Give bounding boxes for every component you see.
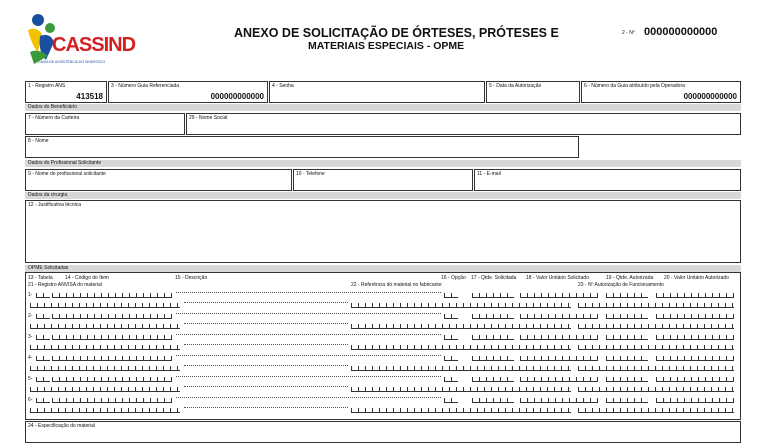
opme-opcao-input[interactable] bbox=[444, 375, 458, 382]
field-label: 3 - Número Guia Referenciada bbox=[111, 83, 180, 89]
opme-referencia-input[interactable] bbox=[351, 364, 571, 371]
logo-text: CASSIND bbox=[52, 34, 136, 56]
field-registro-ans[interactable] bbox=[25, 81, 107, 103]
opme-valor-solicitado-input[interactable] bbox=[520, 333, 598, 340]
opme-autorizacao-input[interactable] bbox=[578, 322, 734, 329]
opme-descricao-input[interactable] bbox=[176, 312, 441, 314]
opme-qtde-solicitada-input[interactable] bbox=[472, 291, 514, 298]
opme-header-registro-anvisa: 21 - Registro ANVISA do material bbox=[28, 282, 102, 288]
field-nome-profissional[interactable] bbox=[25, 169, 292, 191]
opme-descricao-input[interactable] bbox=[176, 333, 441, 335]
opme-registro-anvisa-fill[interactable] bbox=[184, 385, 348, 387]
guide-number-label: 2 - Nº bbox=[622, 30, 635, 36]
opme-row-number: 3- bbox=[28, 334, 33, 340]
opme-registro-anvisa-input[interactable] bbox=[30, 406, 180, 413]
opme-referencia-input[interactable] bbox=[351, 406, 571, 413]
field-value: 000000000000 bbox=[210, 92, 264, 101]
opme-codigo-input[interactable] bbox=[52, 375, 172, 382]
field-label: 8 - Nome bbox=[28, 138, 49, 144]
logo-subtext: CAIXA DE ASSISTÊNCIA DO SINDIFISCO bbox=[38, 60, 106, 64]
opme-valor-autorizado-input[interactable] bbox=[656, 375, 734, 382]
opme-valor-solicitado-input[interactable] bbox=[520, 354, 598, 361]
opme-valor-solicitado-input[interactable] bbox=[520, 396, 598, 403]
opme-referencia-input[interactable] bbox=[351, 322, 571, 329]
opme-header-qtde-solicitada: 17 - Qtde. Solicitada bbox=[471, 275, 517, 281]
field-label: 4 - Senha bbox=[272, 83, 294, 89]
opme-qtde-solicitada-input[interactable] bbox=[472, 333, 514, 340]
opme-header-autorizacao-funcionamento: 23 - Nº Autorização de Funcionamento bbox=[578, 282, 664, 288]
field-label: 10 - Telefone bbox=[296, 171, 325, 177]
opme-tabela-input[interactable] bbox=[36, 396, 50, 403]
field-label: 11 - E-mail bbox=[477, 171, 501, 177]
opme-registro-anvisa-fill[interactable] bbox=[184, 364, 348, 366]
field-senha[interactable] bbox=[269, 81, 485, 103]
opme-row-number: 5- bbox=[28, 376, 33, 382]
opme-tabela-input[interactable] bbox=[36, 375, 50, 382]
opme-qtde-autorizada-input[interactable] bbox=[606, 333, 648, 340]
field-data-autorizacao[interactable] bbox=[486, 81, 580, 103]
field-label: 1 - Registro ANS bbox=[28, 83, 66, 89]
opme-opcao-input[interactable] bbox=[444, 396, 458, 403]
opme-autorizacao-input[interactable] bbox=[578, 364, 734, 371]
opme-tabela-input[interactable] bbox=[36, 333, 50, 340]
opme-opcao-input[interactable] bbox=[444, 291, 458, 298]
opme-qtde-solicitada-input[interactable] bbox=[472, 396, 514, 403]
opme-valor-solicitado-input[interactable] bbox=[520, 312, 598, 319]
opme-tabela-input[interactable] bbox=[36, 312, 50, 319]
opme-qtde-solicitada-input[interactable] bbox=[472, 354, 514, 361]
field-label: 12 - Justificativa técnica bbox=[28, 202, 82, 208]
opme-referencia-input[interactable] bbox=[351, 385, 571, 392]
field-justificativa-tecnica[interactable] bbox=[25, 200, 741, 263]
opme-row-number: 4- bbox=[28, 355, 33, 361]
opme-registro-anvisa-input[interactable] bbox=[30, 343, 180, 350]
opme-codigo-input[interactable] bbox=[52, 396, 172, 403]
field-value: 413518 bbox=[76, 92, 103, 101]
opme-qtde-solicitada-input[interactable] bbox=[472, 375, 514, 382]
field-email[interactable] bbox=[474, 169, 741, 191]
opme-referencia-input[interactable] bbox=[351, 301, 571, 308]
section-opme: OPME Solicitadas bbox=[25, 265, 741, 272]
form-title-line2: MATERIAIS ESPECIAIS - OPME bbox=[308, 40, 465, 52]
opme-row-number: 6- bbox=[28, 397, 33, 403]
opme-header-descricao: 15 - Descrição bbox=[175, 275, 208, 281]
opme-descricao-input[interactable] bbox=[176, 375, 441, 377]
opme-registro-anvisa-input[interactable] bbox=[30, 385, 180, 392]
opme-header-tabela: 13 - Tabela bbox=[28, 275, 53, 281]
opme-codigo-input[interactable] bbox=[52, 333, 172, 340]
opme-autorizacao-input[interactable] bbox=[578, 385, 734, 392]
form-title-line1: ANEXO DE SOLICITAÇÃO DE ÓRTESES, PRÓTESES E bbox=[234, 26, 559, 40]
opme-autorizacao-input[interactable] bbox=[578, 343, 734, 350]
opme-header-valor-solicitado: 18 - Valor Unitário Solicitado bbox=[526, 275, 589, 281]
opme-header-qtde-autorizada: 19 - Qtde. Autorizada bbox=[606, 275, 654, 281]
opme-qtde-autorizada-input[interactable] bbox=[606, 396, 648, 403]
field-value: 000000000000 bbox=[683, 92, 737, 101]
opme-qtde-autorizada-input[interactable] bbox=[606, 354, 648, 361]
opme-qtde-solicitada-input[interactable] bbox=[472, 312, 514, 319]
opme-registro-anvisa-fill[interactable] bbox=[184, 406, 348, 408]
opme-valor-autorizado-input[interactable] bbox=[656, 354, 734, 361]
opme-codigo-input[interactable] bbox=[52, 291, 172, 298]
opme-row-number: 2- bbox=[28, 313, 33, 319]
opme-qtde-autorizada-input[interactable] bbox=[606, 312, 648, 319]
opme-header-referencia-fabricante: 22 - Referência do material no fabricante bbox=[351, 282, 442, 288]
opme-registro-anvisa-fill[interactable] bbox=[184, 301, 348, 303]
opme-descricao-input[interactable] bbox=[176, 291, 441, 293]
field-label: 29 - Nome Social bbox=[189, 115, 228, 121]
opme-autorizacao-input[interactable] bbox=[578, 406, 734, 413]
section-cirurgia: Dados da cirurgia bbox=[25, 192, 741, 199]
field-label: 9 - Nome do profissional solicitante bbox=[28, 171, 106, 177]
field-numero-carteira[interactable] bbox=[25, 113, 185, 135]
field-label: 7 - Número da Carteira bbox=[28, 115, 80, 121]
opme-descricao-input[interactable] bbox=[176, 354, 441, 356]
field-label: 24 - Especificação do material bbox=[28, 423, 95, 429]
opme-header-codigo: 14 - Código do Item bbox=[65, 275, 109, 281]
opme-valor-autorizado-input[interactable] bbox=[656, 312, 734, 319]
section-profissional: Dados do Profissional Solicitante bbox=[25, 160, 741, 167]
opme-valor-autorizado-input[interactable] bbox=[656, 396, 734, 403]
opme-opcao-input[interactable] bbox=[444, 354, 458, 361]
field-especificacao-material[interactable] bbox=[25, 421, 741, 443]
field-nome[interactable] bbox=[25, 136, 579, 158]
cassind-logo bbox=[24, 12, 136, 70]
opme-autorizacao-input[interactable] bbox=[578, 301, 734, 308]
opme-valor-solicitado-input[interactable] bbox=[520, 375, 598, 382]
field-numero-guia-operadora[interactable] bbox=[581, 81, 741, 103]
opme-qtde-autorizada-input[interactable] bbox=[606, 291, 648, 298]
opme-registro-anvisa-fill[interactable] bbox=[184, 343, 348, 345]
opme-valor-solicitado-input[interactable] bbox=[520, 291, 598, 298]
field-nome-social[interactable] bbox=[186, 113, 741, 135]
opme-opcao-input[interactable] bbox=[444, 333, 458, 340]
opme-referencia-input[interactable] bbox=[351, 343, 571, 350]
opme-descricao-input[interactable] bbox=[176, 396, 441, 398]
field-label: 6 - Número da Guia atribuído pela Operadora bbox=[584, 83, 685, 89]
guide-number-value: 000000000000 bbox=[644, 26, 718, 38]
opme-codigo-input[interactable] bbox=[52, 312, 172, 319]
opme-header-valor-autorizado: 20 - Valor Unitário Autorizado bbox=[664, 275, 729, 281]
opme-qtde-autorizada-input[interactable] bbox=[606, 375, 648, 382]
field-numero-guia-referenciada[interactable] bbox=[108, 81, 268, 103]
opme-registro-anvisa-fill[interactable] bbox=[184, 322, 348, 324]
opme-opcao-input[interactable] bbox=[444, 312, 458, 319]
opme-tabela-input[interactable] bbox=[36, 354, 50, 361]
opme-codigo-input[interactable] bbox=[52, 354, 172, 361]
section-beneficiario: Dados do Beneficiário bbox=[25, 104, 741, 111]
field-label: 5 - Data da Autorização bbox=[489, 83, 542, 89]
opme-valor-autorizado-input[interactable] bbox=[656, 333, 734, 340]
field-telefone[interactable] bbox=[293, 169, 473, 191]
opme-header-opcao: 16 - Opção bbox=[441, 275, 466, 281]
opme-tabela-input[interactable] bbox=[36, 291, 50, 298]
opme-valor-autorizado-input[interactable] bbox=[656, 291, 734, 298]
opme-registro-anvisa-input[interactable] bbox=[30, 364, 180, 371]
opme-row-number: 1- bbox=[28, 292, 33, 298]
opme-registro-anvisa-input[interactable] bbox=[30, 322, 180, 329]
opme-registro-anvisa-input[interactable] bbox=[30, 301, 180, 308]
